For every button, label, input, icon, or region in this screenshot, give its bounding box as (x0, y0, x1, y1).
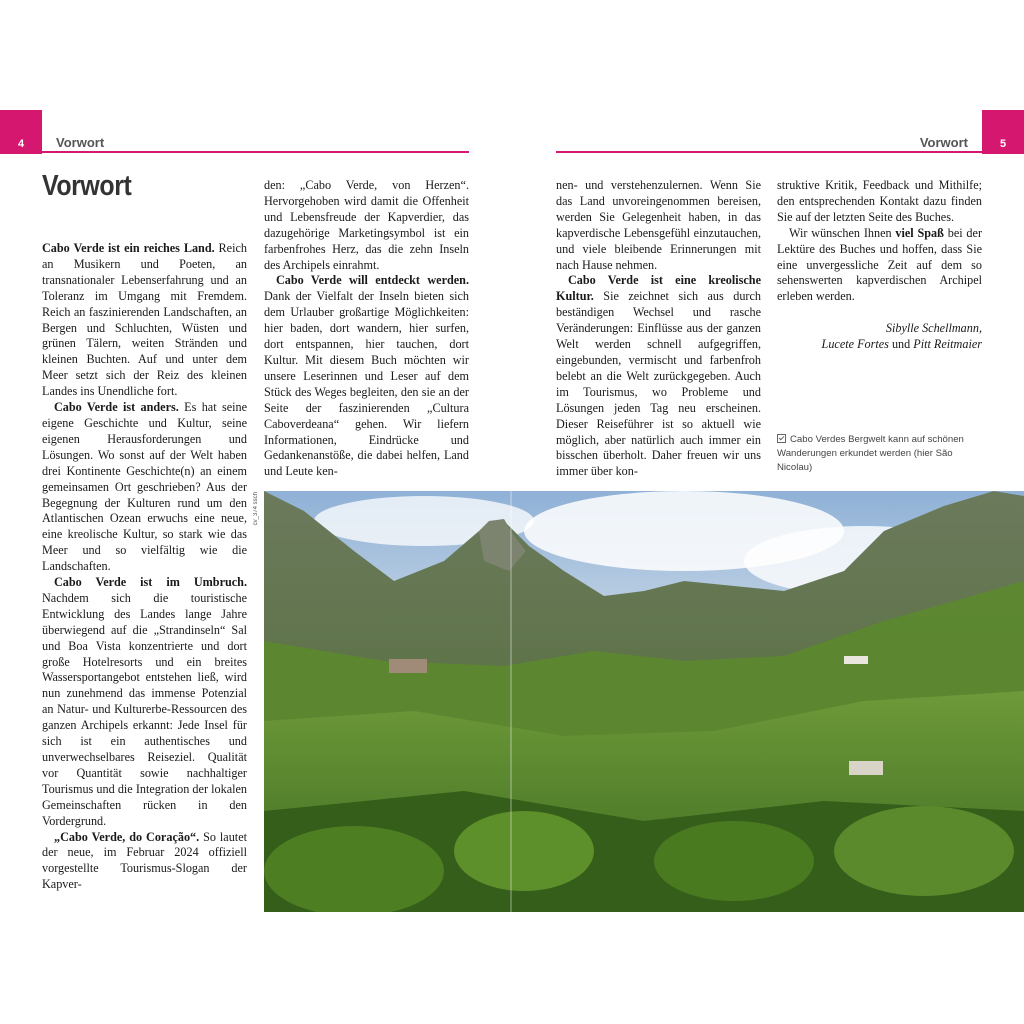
caption-text: Cabo Verdes Bergwelt kann auf schönen Wanderungen erkundet werden (hier São Nicolau) (777, 434, 964, 473)
text-column-4 (777, 178, 982, 353)
lead-in: Cabo Verde ist eine kreolische Kultur. (556, 273, 761, 304)
photo-credit: cv_374 ssch (253, 492, 259, 526)
paragraph-text: bei der Lektüre des Buches und hoffen, dass Sie eine unvergessliche Zeit auf dem so sehenswerten kapverdischen Archipel erleben werden. (777, 225, 982, 304)
paragraph-text: Nachdem sich die touristische Entwicklung des Landes lange Jahre überwiegend auf die „Strandinseln“ Sal und Boa Vista konzentrierte und dort große Hotelresorts und ein breites Wassersportangebot entstehen ließ, wird nun zunehmend das immense Potenzial an Natur- und Kulturerbe-Ressourcen des ganzen Archipels erkannt: Jede Insel für sich ist ein authentisches und unverwechselbares Reiseziel. Qualität vor Quantität sowie nachhaltiger Tourismus und die Integration der lokalen Gemeinschaften rücken in den Vordergrund. (42, 590, 247, 828)
paragraph-text: nen- und verstehenzulernen. Wenn Sie das Land unvoreingenommen bereisen, werden Sie Gelegenheit haben, in das kapverdische Lebensgefühl einzutauchen, und viele bleibende Erinnerungen mit nach Hause nehmen. (556, 178, 761, 272)
landscape-photo (264, 491, 1024, 912)
paragraph (264, 178, 469, 273)
header-rule-right (556, 151, 982, 153)
paragraph-text: Wir wünschen Ihnen (789, 225, 896, 240)
running-header-left: Vorwort (56, 135, 105, 150)
lead-in: Cabo Verde ist ein reiches Land. (42, 241, 215, 255)
paragraph (777, 226, 982, 306)
paragraph (556, 273, 761, 480)
paragraph-text: Dank der Vielfalt der Inseln bieten sich dem Urlauber großartige Möglichkeiten: hier baden, dort wandern, hier surfen, dort entspannen, hier tauchen, dort Kultur. Mit diesem Buch möchten wir unsere Leserinnen und Leser auf dem Stück des Weges begleiten, den sie an der Seite der faszinierenden „Cultura Caboverdeana“ gehen. Wir liefern Informationen, Eindrücke und Gedankenanstöße, die dabei helfen, Land und Leute ken- (264, 289, 469, 479)
paragraph (264, 273, 469, 480)
paragraph-text: struktive Kritik, Feedback und Mithilfe; den entsprechenden Kontakt dazu finden Sie auf der letzten Seite des Buches. (777, 178, 982, 224)
paragraph (42, 400, 247, 575)
author-name: Lucete Fortes (821, 337, 889, 352)
paragraph (777, 178, 982, 226)
signature-conjunction: und (888, 337, 914, 352)
paragraph-text: Es hat seine eigene Geschichte und Kultur, seine eigenen Herausforderungen und Lösungen. Wo sonst auf der Welt haben drei Kontinente Geschichte(n) an einem gemeinsamen Ort geschrieben? Aus der Begegnung der Kulturen rund um den Atlantischen Ozean erwuchs eine neue, eine kreolische Kultur, so stark wie das Meer und so vielfältig wie die Landschaften. (42, 400, 247, 574)
paragraph (42, 575, 247, 830)
author-name: Pitt Reitmaier (913, 337, 982, 352)
running-header-right: Vorwort (919, 135, 968, 150)
page-number-right: 5 (982, 110, 1024, 154)
photo-caption (777, 433, 982, 475)
lead-in: „Cabo Verde, do Coração“. (54, 829, 200, 844)
lead-in: Cabo Verde ist anders. (54, 400, 179, 415)
signature-line-1: Sibylle Schellmann, (885, 321, 982, 336)
text-column-2 (264, 178, 469, 480)
page-number-left: 4 (0, 110, 42, 154)
text-column-1 (42, 241, 247, 893)
signature (777, 321, 982, 353)
caption-pointer-icon (777, 434, 786, 443)
paragraph-text: Reich an Musikern und Poeten, an transnationaler Lebenserfahrung und an Toleranz im Umgang mit Fremdem. Reich an faszinierenden Landschaften, an Bergen und Schluchten, Wüsten und grünen Tälern, weiten Stränden und kleinen Buchten. Auf und unter dem Meer setzt sich der Reiz des kleinen Landes ins Unendliche fort. (42, 241, 247, 399)
paragraph (42, 830, 247, 894)
lead-in: Cabo Verde ist im Umbruch. (54, 575, 247, 590)
paragraph (556, 178, 761, 273)
lead-in: Cabo Verde will entdeckt werden. (276, 273, 469, 288)
paragraph-text: den: „Cabo Verde, von Herzen“. Hervorgehoben wird damit die Offenheit und Lebensfreude der Kapverdier, das dazugehörige Marketingsymbol ist ein farbenfrohes Herz, das die zehn Inseln des Archipels einrahmt. (264, 178, 469, 272)
chapter-title: Vorwort (42, 170, 132, 202)
paragraph (42, 241, 247, 400)
emphasis: viel Spaß (895, 225, 944, 240)
paragraph-text: Sie zeichnet sich aus durch beständigen Wechsel und rasche Veränderungen: Einflüsse aus der ganzen Welt werden schnell aufgegriffen, eingebunden, vermischt und farbenfroh belebt an die Welt zurückgegeben. Auch im Tourismus, wo Probleme und Lösungen jeden Tag neu erscheinen. Dieser Reiseführer ist so aktuell wie möglich, aber natürlich auch immer ein bisschen überholt. Daher freuen wir uns immer über kon- (556, 289, 761, 479)
header-rule-left (42, 151, 469, 153)
paragraph-text: So lautet der neue, im Februar 2024 offiziell vorgestellte Tourismus-Slogan der Kapver- (42, 829, 247, 892)
text-column-3 (556, 178, 761, 480)
